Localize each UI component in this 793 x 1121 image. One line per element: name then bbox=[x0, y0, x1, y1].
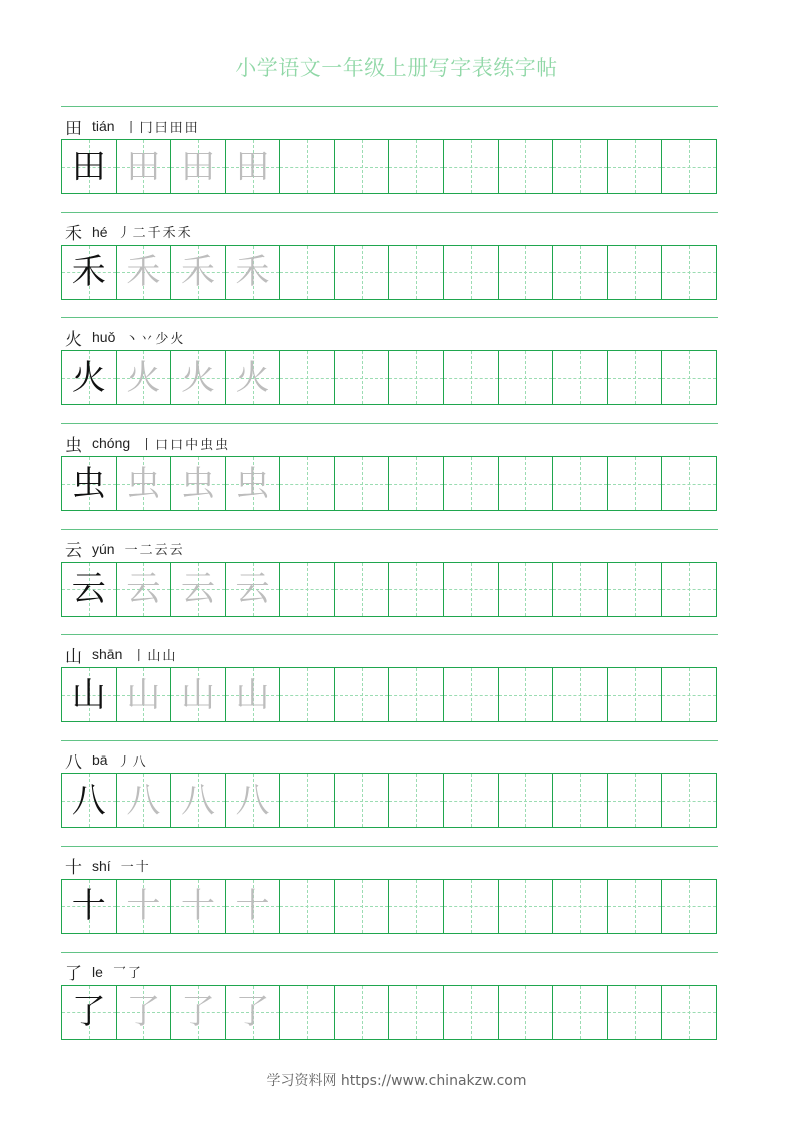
writing-cell[interactable] bbox=[389, 246, 444, 299]
practice-row bbox=[61, 740, 718, 846]
stroke-order: 乛了 bbox=[112, 966, 143, 981]
trace-character: 禾 bbox=[235, 252, 270, 293]
writing-cell[interactable] bbox=[226, 880, 281, 933]
tianzige-grid bbox=[61, 773, 717, 828]
writing-cell[interactable] bbox=[389, 140, 444, 193]
writing-cell[interactable] bbox=[389, 457, 444, 510]
writing-cell[interactable] bbox=[499, 880, 554, 933]
trace-character: 山 bbox=[180, 674, 215, 715]
tianzige-grid bbox=[61, 139, 717, 194]
writing-cell[interactable] bbox=[62, 880, 117, 933]
writing-cell[interactable] bbox=[226, 668, 281, 721]
practice-row bbox=[61, 529, 718, 635]
row-header bbox=[65, 325, 185, 349]
practice-row bbox=[61, 106, 718, 212]
writing-cell[interactable] bbox=[608, 457, 663, 510]
writing-cell[interactable] bbox=[171, 668, 226, 721]
writing-cell[interactable] bbox=[171, 880, 226, 933]
writing-cell[interactable] bbox=[335, 140, 390, 193]
row-divider bbox=[61, 634, 718, 635]
trace-character: 山 bbox=[126, 674, 161, 715]
stroke-order: 丨口口中虫虫 bbox=[140, 437, 231, 453]
writing-cell[interactable] bbox=[117, 880, 172, 933]
writing-cell[interactable] bbox=[389, 351, 444, 404]
tianzige-grid bbox=[61, 562, 717, 617]
stroke-order: 丨冂曰田田 bbox=[124, 120, 200, 136]
writing-cell[interactable] bbox=[335, 246, 390, 299]
practice-row bbox=[61, 423, 718, 529]
trace-character: 火 bbox=[180, 357, 215, 398]
pinyin: hé bbox=[92, 223, 108, 240]
row-header bbox=[65, 960, 143, 984]
writing-cell[interactable] bbox=[117, 774, 172, 827]
writing-cell[interactable] bbox=[117, 246, 172, 299]
practice-row bbox=[61, 317, 718, 423]
row-header bbox=[65, 642, 177, 666]
model-character: 火 bbox=[71, 357, 106, 398]
tianzige-grid bbox=[61, 245, 717, 300]
writing-cell[interactable] bbox=[662, 563, 716, 616]
stroke-order: 丨山山 bbox=[132, 648, 178, 664]
row-header bbox=[65, 114, 200, 138]
model-character: 山 bbox=[71, 674, 106, 715]
trace-character: 八 bbox=[180, 780, 215, 821]
writing-cell[interactable] bbox=[62, 246, 117, 299]
row-header bbox=[65, 748, 148, 772]
writing-cell[interactable] bbox=[117, 563, 172, 616]
trace-character: 云 bbox=[126, 569, 161, 610]
writing-cell[interactable] bbox=[499, 140, 554, 193]
trace-character: 了 bbox=[180, 992, 215, 1032]
writing-cell[interactable] bbox=[389, 986, 444, 1039]
trace-character: 虫 bbox=[180, 463, 215, 504]
row-divider bbox=[61, 423, 718, 424]
pinyin: tián bbox=[92, 118, 115, 134]
trace-character: 田 bbox=[180, 146, 215, 187]
writing-cell[interactable] bbox=[553, 880, 608, 933]
writing-cell[interactable] bbox=[444, 986, 499, 1039]
writing-cell[interactable] bbox=[499, 351, 554, 404]
model-character: 了 bbox=[71, 992, 106, 1032]
writing-cell[interactable] bbox=[608, 986, 663, 1039]
writing-cell[interactable] bbox=[62, 351, 117, 404]
header-character: 十 bbox=[65, 858, 82, 879]
writing-cell[interactable] bbox=[444, 351, 499, 404]
writing-cell[interactable] bbox=[499, 668, 554, 721]
writing-cell[interactable] bbox=[608, 880, 663, 933]
pinyin: le bbox=[92, 963, 103, 980]
trace-character: 火 bbox=[126, 357, 161, 398]
writing-cell[interactable] bbox=[117, 668, 172, 721]
practice-row bbox=[61, 634, 718, 740]
stroke-order: 丿八 bbox=[117, 754, 148, 770]
trace-character: 火 bbox=[235, 357, 270, 398]
row-divider bbox=[61, 106, 718, 107]
writing-cell[interactable] bbox=[117, 457, 172, 510]
writing-cell[interactable] bbox=[444, 457, 499, 510]
stroke-order: 一二云云 bbox=[124, 543, 185, 559]
trace-character: 十 bbox=[126, 886, 161, 927]
header-character: 了 bbox=[65, 964, 82, 984]
tianzige-grid bbox=[61, 456, 717, 511]
writing-cell[interactable] bbox=[226, 774, 281, 827]
writing-cell[interactable] bbox=[662, 774, 716, 827]
writing-cell[interactable] bbox=[662, 668, 716, 721]
writing-cell[interactable] bbox=[499, 986, 554, 1039]
writing-cell[interactable] bbox=[335, 563, 390, 616]
writing-cell[interactable] bbox=[280, 986, 335, 1039]
writing-cell[interactable] bbox=[608, 563, 663, 616]
pinyin: shí bbox=[92, 857, 111, 874]
writing-cell[interactable] bbox=[444, 140, 499, 193]
model-character: 禾 bbox=[71, 252, 106, 293]
writing-cell[interactable] bbox=[62, 563, 117, 616]
writing-cell[interactable] bbox=[662, 246, 716, 299]
footer-text: 学习资料网 https://www.chinakzw.com bbox=[266, 1073, 527, 1089]
writing-cell[interactable] bbox=[608, 774, 663, 827]
writing-cell[interactable] bbox=[280, 140, 335, 193]
writing-cell[interactable] bbox=[280, 880, 335, 933]
writing-cell[interactable] bbox=[335, 986, 390, 1039]
writing-cell[interactable] bbox=[171, 246, 226, 299]
row-header bbox=[65, 220, 193, 244]
writing-cell[interactable] bbox=[226, 351, 281, 404]
writing-cell[interactable] bbox=[608, 351, 663, 404]
writing-cell[interactable] bbox=[444, 246, 499, 299]
writing-cell[interactable] bbox=[553, 351, 608, 404]
writing-cell[interactable] bbox=[171, 774, 226, 827]
writing-cell[interactable] bbox=[662, 457, 716, 510]
writing-cell[interactable] bbox=[117, 986, 172, 1039]
model-character: 八 bbox=[71, 780, 106, 821]
trace-character: 山 bbox=[235, 674, 270, 715]
writing-cell[interactable] bbox=[226, 246, 281, 299]
writing-cell[interactable] bbox=[280, 457, 335, 510]
trace-character: 虫 bbox=[126, 463, 161, 504]
writing-cell[interactable] bbox=[553, 668, 608, 721]
row-header bbox=[65, 537, 185, 561]
trace-character: 了 bbox=[235, 992, 270, 1032]
writing-cell[interactable] bbox=[171, 986, 226, 1039]
trace-character: 八 bbox=[126, 780, 161, 821]
writing-cell[interactable] bbox=[389, 668, 444, 721]
trace-character: 十 bbox=[235, 886, 270, 927]
writing-cell[interactable] bbox=[608, 246, 663, 299]
writing-cell[interactable] bbox=[117, 351, 172, 404]
row-divider bbox=[61, 317, 718, 318]
header-character: 火 bbox=[65, 329, 82, 350]
trace-character: 云 bbox=[180, 569, 215, 610]
tianzige-grid bbox=[61, 350, 717, 405]
row-divider bbox=[61, 740, 718, 741]
writing-cell[interactable] bbox=[335, 351, 390, 404]
header-character: 田 bbox=[65, 118, 82, 139]
trace-character: 十 bbox=[180, 886, 215, 927]
writing-cell[interactable] bbox=[226, 457, 281, 510]
row-divider bbox=[61, 952, 718, 953]
writing-cell[interactable] bbox=[608, 668, 663, 721]
writing-cell[interactable] bbox=[662, 351, 716, 404]
writing-cell[interactable] bbox=[62, 140, 117, 193]
row-divider bbox=[61, 846, 718, 847]
writing-cell[interactable] bbox=[499, 774, 554, 827]
writing-cell[interactable] bbox=[280, 351, 335, 404]
header-character: 山 bbox=[65, 646, 82, 667]
trace-character: 禾 bbox=[180, 252, 215, 293]
pinyin: bā bbox=[92, 752, 108, 769]
pinyin: shān bbox=[92, 646, 123, 663]
writing-cell[interactable] bbox=[280, 668, 335, 721]
writing-cell[interactable] bbox=[444, 880, 499, 933]
writing-cell[interactable] bbox=[662, 140, 716, 193]
practice-row bbox=[61, 212, 718, 318]
model-character: 十 bbox=[71, 886, 106, 927]
writing-cell[interactable] bbox=[171, 457, 226, 510]
writing-cell[interactable] bbox=[280, 774, 335, 827]
writing-cell[interactable] bbox=[553, 986, 608, 1039]
stroke-order: 一十 bbox=[120, 860, 151, 876]
writing-cell[interactable] bbox=[553, 246, 608, 299]
writing-cell[interactable] bbox=[553, 457, 608, 510]
writing-cell[interactable] bbox=[117, 140, 172, 193]
pinyin: chóng bbox=[92, 435, 131, 452]
writing-cell[interactable] bbox=[553, 563, 608, 616]
trace-character: 虫 bbox=[235, 463, 270, 504]
writing-cell[interactable] bbox=[280, 563, 335, 616]
writing-cell[interactable] bbox=[62, 986, 117, 1039]
pinyin: huǒ bbox=[92, 329, 116, 346]
writing-cell[interactable] bbox=[389, 880, 444, 933]
page-title: 小学语文一年级上册写字表练字帖 bbox=[235, 56, 558, 80]
writing-cell[interactable] bbox=[226, 986, 281, 1039]
writing-cell[interactable] bbox=[444, 774, 499, 827]
trace-character: 田 bbox=[126, 146, 161, 187]
writing-cell[interactable] bbox=[553, 774, 608, 827]
row-divider bbox=[61, 529, 718, 530]
header-character: 云 bbox=[65, 541, 82, 562]
practice-row bbox=[61, 952, 718, 1058]
writing-cell[interactable] bbox=[499, 563, 554, 616]
writing-cell[interactable] bbox=[62, 774, 117, 827]
header-character: 八 bbox=[65, 752, 82, 773]
trace-character: 八 bbox=[235, 780, 270, 821]
writing-cell[interactable] bbox=[171, 563, 226, 616]
pinyin: yún bbox=[92, 540, 115, 557]
writing-cell[interactable] bbox=[444, 563, 499, 616]
writing-cell[interactable] bbox=[499, 457, 554, 510]
writing-cell[interactable] bbox=[226, 140, 281, 193]
model-character: 云 bbox=[71, 569, 106, 610]
writing-cell[interactable] bbox=[62, 457, 117, 510]
row-header bbox=[65, 431, 230, 455]
model-character: 虫 bbox=[71, 463, 106, 504]
tianzige-grid bbox=[61, 879, 717, 934]
writing-cell[interactable] bbox=[171, 351, 226, 404]
writing-cell[interactable] bbox=[553, 140, 608, 193]
practice-row bbox=[61, 846, 718, 952]
writing-cell[interactable] bbox=[335, 457, 390, 510]
writing-cell[interactable] bbox=[62, 668, 117, 721]
trace-character: 田 bbox=[235, 146, 270, 187]
writing-cell[interactable] bbox=[662, 880, 716, 933]
writing-cell[interactable] bbox=[608, 140, 663, 193]
stroke-order: 丿二千禾禾 bbox=[117, 226, 193, 242]
writing-cell[interactable] bbox=[171, 140, 226, 193]
writing-cell[interactable] bbox=[389, 563, 444, 616]
header-character: 虫 bbox=[65, 435, 82, 456]
writing-cell[interactable] bbox=[335, 880, 390, 933]
row-header bbox=[65, 854, 151, 878]
model-character: 田 bbox=[71, 146, 106, 187]
row-divider bbox=[61, 212, 718, 213]
writing-cell[interactable] bbox=[335, 668, 390, 721]
writing-cell[interactable] bbox=[662, 986, 716, 1039]
writing-cell[interactable] bbox=[499, 246, 554, 299]
stroke-order: 丶丷少火 bbox=[125, 331, 186, 347]
writing-cell[interactable] bbox=[335, 774, 390, 827]
writing-cell[interactable] bbox=[389, 774, 444, 827]
trace-character: 了 bbox=[126, 992, 161, 1032]
tianzige-grid bbox=[61, 667, 717, 722]
trace-character: 禾 bbox=[126, 252, 161, 293]
practice-rows bbox=[61, 106, 718, 1057]
writing-cell[interactable] bbox=[226, 563, 281, 616]
writing-cell[interactable] bbox=[280, 246, 335, 299]
header-character: 禾 bbox=[65, 224, 82, 245]
writing-cell[interactable] bbox=[444, 668, 499, 721]
tianzige-grid bbox=[61, 985, 717, 1040]
trace-character: 云 bbox=[235, 569, 270, 610]
